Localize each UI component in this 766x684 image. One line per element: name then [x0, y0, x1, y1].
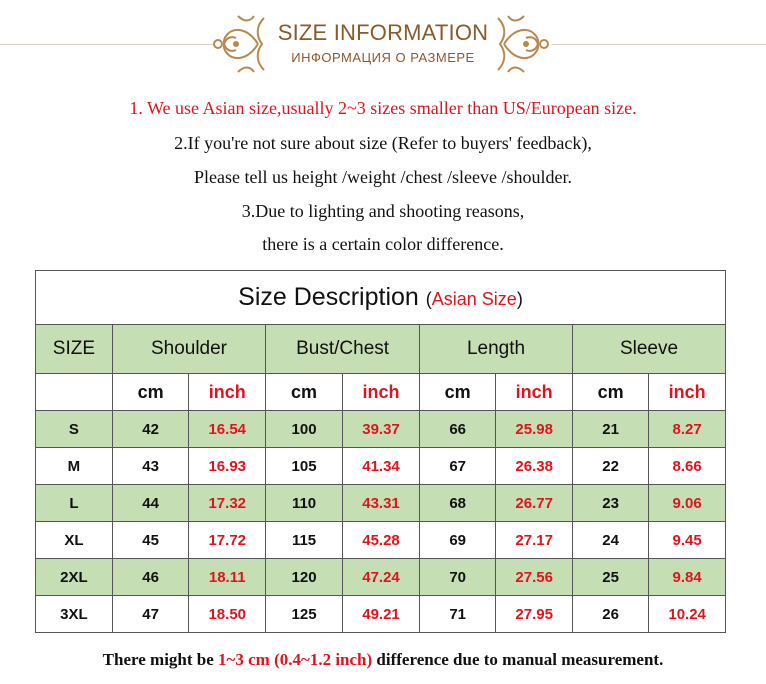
shoulder-cm-cell: 45 — [112, 522, 189, 559]
table-row — [36, 485, 726, 522]
length-inch-cell: 27.17 — [496, 522, 573, 559]
column-header-sleeve: Sleeve — [573, 325, 726, 374]
table-header-row — [36, 325, 726, 374]
length-cm-cell: 68 — [420, 485, 496, 522]
unit-cm: cm — [112, 374, 189, 411]
ornament-right-icon — [492, 8, 554, 80]
column-header-size: SIZE — [36, 325, 113, 374]
header-subtitle: ИНФОРМАЦИЯ О РАЗМЕРЕ — [291, 50, 475, 65]
table-title-close-paren: ) — [516, 289, 523, 309]
bust-cm-cell: 110 — [266, 485, 343, 522]
sleeve-cm-cell: 25 — [573, 559, 649, 596]
sleeve-inch-cell: 8.27 — [649, 411, 726, 448]
table-row — [36, 522, 726, 559]
size-cell: S — [36, 411, 113, 448]
note-tell-measurements: Please tell us height /weight /chest /sleeve /shoulder. — [194, 167, 572, 187]
sleeve-inch-cell: 9.06 — [649, 485, 726, 522]
table-units-row — [36, 374, 726, 411]
header-divider-left — [0, 44, 215, 45]
unit-inch: inch — [649, 374, 726, 411]
bust-inch-cell: 47.24 — [342, 559, 419, 596]
table-row — [36, 559, 726, 596]
size-cell: M — [36, 448, 113, 485]
bust-inch-cell: 45.28 — [342, 522, 419, 559]
shoulder-cm-cell: 43 — [112, 448, 189, 485]
length-cm-cell: 71 — [420, 596, 496, 633]
length-cm-cell: 69 — [420, 522, 496, 559]
sleeve-cm-cell: 24 — [573, 522, 649, 559]
sleeve-inch-cell: 8.66 — [649, 448, 726, 485]
unit-inch: inch — [342, 374, 419, 411]
note-lighting: 3.Due to lighting and shooting reasons, — [241, 201, 525, 221]
note-asian-size: 1. We use Asian size,usually 2~3 sizes smaller than US/European size. — [129, 98, 637, 118]
shoulder-inch-cell: 16.93 — [189, 448, 266, 485]
length-inch-cell: 26.38 — [496, 448, 573, 485]
unit-inch: inch — [189, 374, 266, 411]
bust-inch-cell: 39.37 — [342, 411, 419, 448]
sleeve-cm-cell: 21 — [573, 411, 649, 448]
header-divider-right — [551, 44, 766, 45]
table-title-cell — [36, 271, 726, 325]
length-cm-cell: 67 — [420, 448, 496, 485]
length-cm-cell: 66 — [420, 411, 496, 448]
note-color-difference: there is a certain color difference. — [262, 234, 504, 254]
column-header-bust: Bust/Chest — [266, 325, 420, 374]
header-banner — [0, 0, 766, 90]
shoulder-inch-cell: 17.32 — [189, 485, 266, 522]
shoulder-inch-cell: 18.11 — [189, 559, 266, 596]
shoulder-inch-cell: 16.54 — [189, 411, 266, 448]
table-title: Size Description — [238, 283, 419, 311]
bust-inch-cell: 49.21 — [342, 596, 419, 633]
bust-cm-cell: 120 — [266, 559, 343, 596]
footer-highlight: 1~3 cm (0.4~1.2 inch) — [218, 650, 373, 669]
size-cell: L — [36, 485, 113, 522]
footer-suffix: difference due to manual measurement. — [372, 650, 664, 669]
shoulder-cm-cell: 44 — [112, 485, 189, 522]
sleeve-inch-cell: 9.45 — [649, 522, 726, 559]
header-title: SIZE INFORMATION — [277, 20, 489, 45]
footer-prefix: There might be — [102, 650, 219, 669]
length-inch-cell: 27.56 — [496, 559, 573, 596]
unit-inch: inch — [496, 374, 573, 411]
length-cm-cell: 70 — [420, 559, 496, 596]
sleeve-inch-cell: 10.24 — [649, 596, 726, 633]
size-cell: 3XL — [36, 596, 113, 633]
shoulder-cm-cell: 46 — [112, 559, 189, 596]
length-inch-cell: 25.98 — [496, 411, 573, 448]
length-inch-cell: 26.77 — [496, 485, 573, 522]
bust-cm-cell: 100 — [266, 411, 343, 448]
sleeve-inch-cell: 9.84 — [649, 559, 726, 596]
table-row — [36, 596, 726, 633]
unit-cell-empty — [36, 374, 113, 411]
unit-cm: cm — [420, 374, 496, 411]
shoulder-cm-cell: 47 — [112, 596, 189, 633]
table-row — [36, 448, 726, 485]
ornament-left-icon — [208, 8, 270, 80]
size-cell: XL — [36, 522, 113, 559]
bust-cm-cell: 115 — [266, 522, 343, 559]
bust-cm-cell: 125 — [266, 596, 343, 633]
shoulder-inch-cell: 18.50 — [189, 596, 266, 633]
unit-cm: cm — [573, 374, 649, 411]
bust-inch-cell: 43.31 — [342, 485, 419, 522]
note-size-unsure: 2.If you're not sure about size (Refer to buyers' feedback), — [174, 133, 592, 153]
shoulder-cm-cell: 42 — [112, 411, 189, 448]
unit-cm: cm — [266, 374, 343, 411]
column-header-length: Length — [420, 325, 573, 374]
table-title-note: Asian Size — [431, 289, 517, 309]
table-title-open-paren: ( — [425, 289, 432, 309]
footer-note — [0, 650, 766, 670]
bust-inch-cell: 41.34 — [342, 448, 419, 485]
sleeve-cm-cell: 23 — [573, 485, 649, 522]
bust-cm-cell: 105 — [266, 448, 343, 485]
length-inch-cell: 27.95 — [496, 596, 573, 633]
size-table — [35, 270, 726, 633]
column-header-shoulder: Shoulder — [112, 325, 265, 374]
shoulder-inch-cell: 17.72 — [189, 522, 266, 559]
table-row — [36, 411, 726, 448]
sleeve-cm-cell: 22 — [573, 448, 649, 485]
sleeve-cm-cell: 26 — [573, 596, 649, 633]
size-cell: 2XL — [36, 559, 113, 596]
